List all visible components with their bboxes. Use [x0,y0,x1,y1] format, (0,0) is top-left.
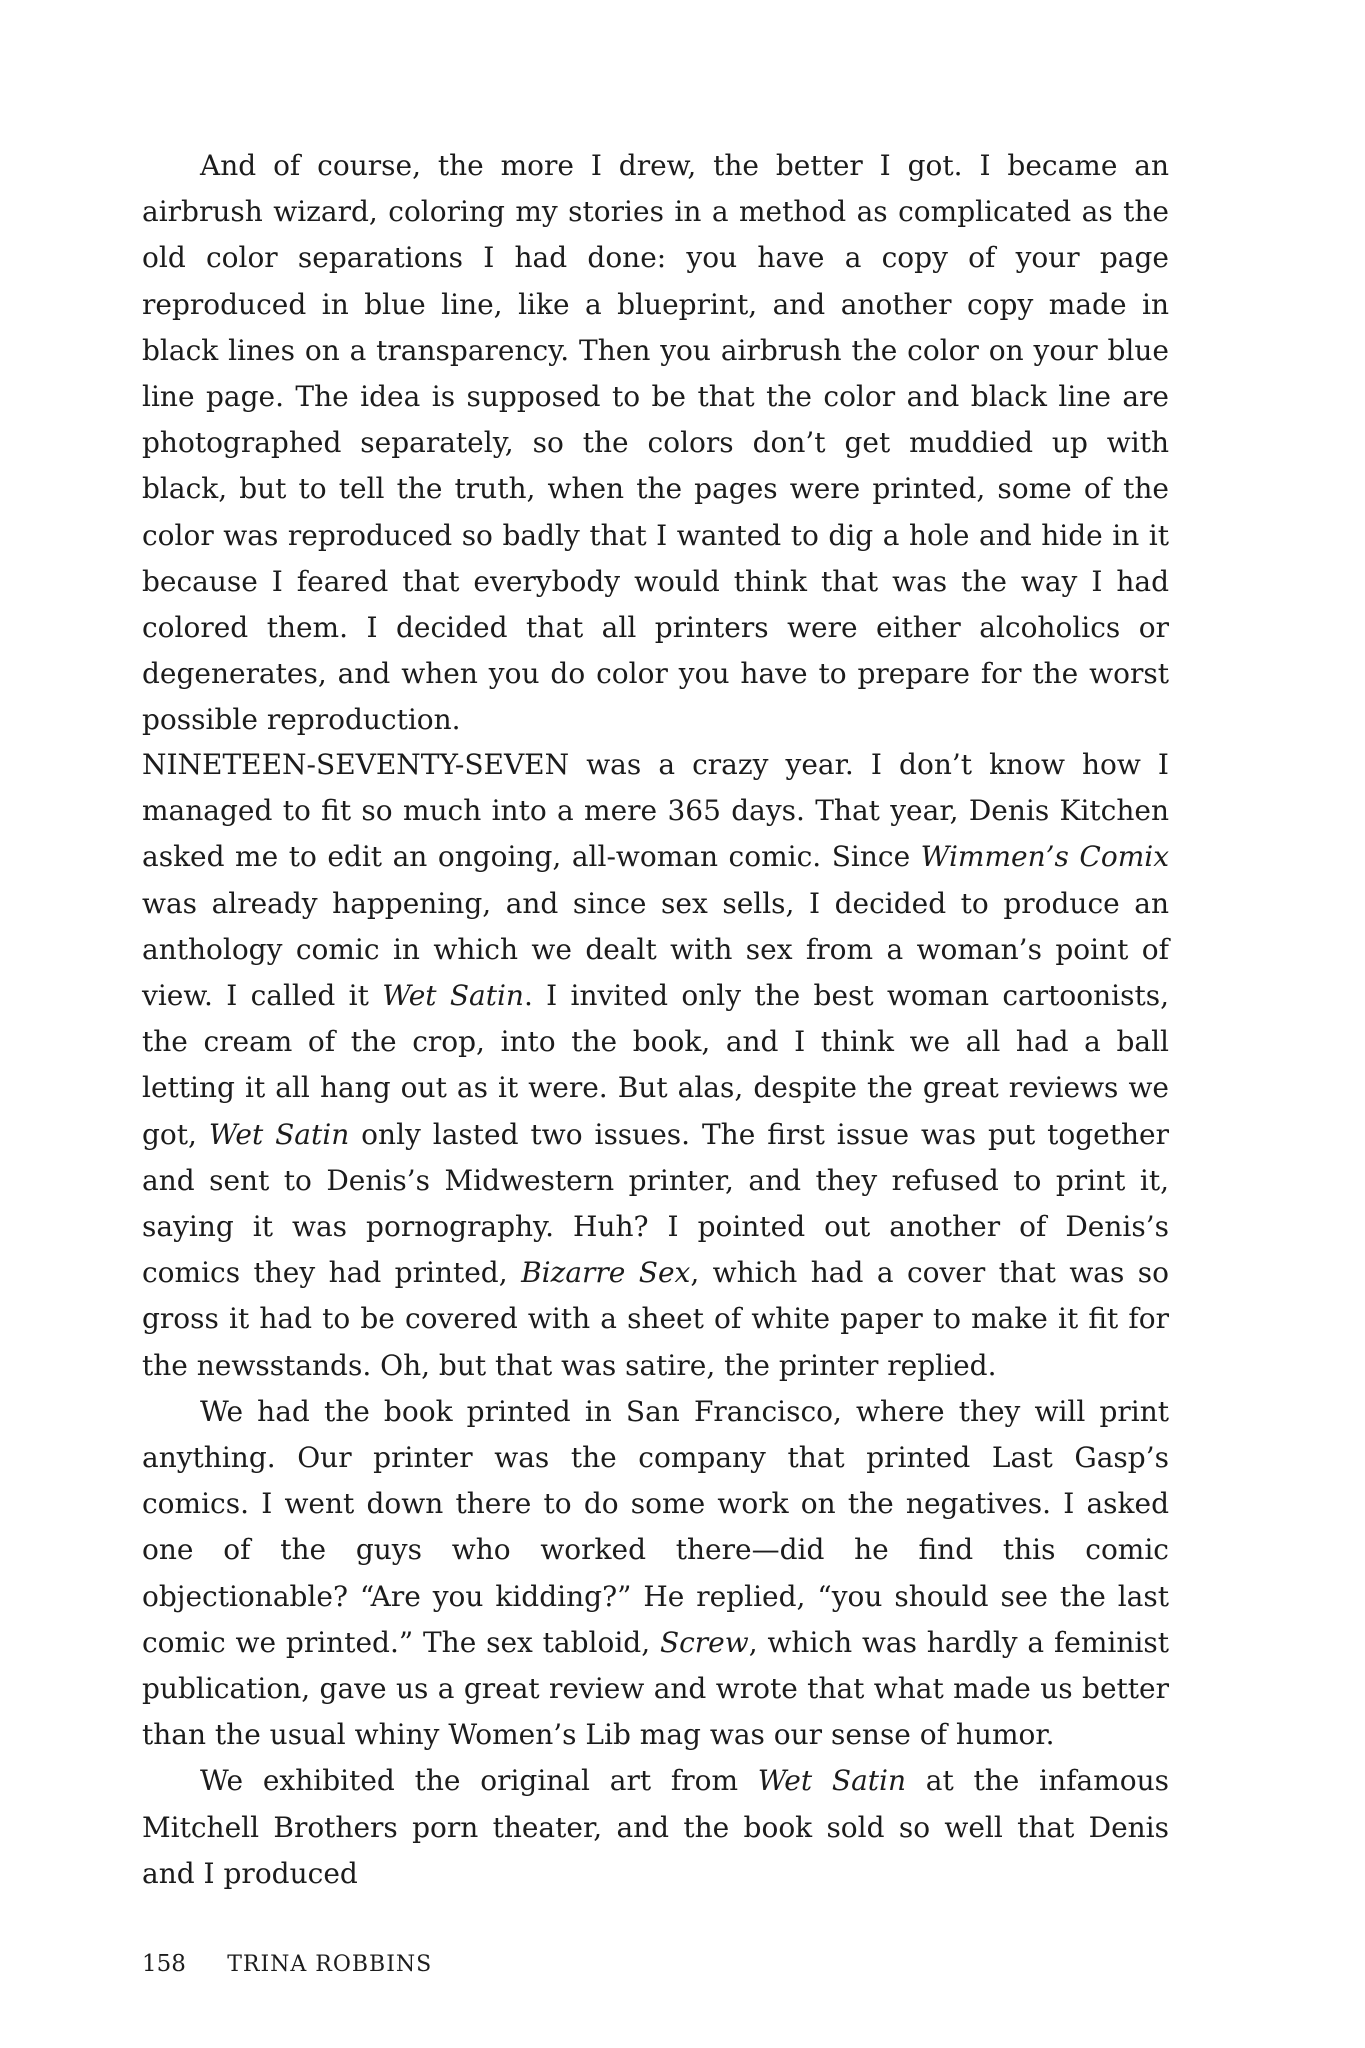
italic-title: Bizarre Sex [521,1256,691,1290]
text-run: at the infamous Mitchell Brothers porn theater, and the book sold so well that Denis and I produced [142,1764,1169,1890]
italic-title: Wet Satin [382,979,524,1013]
italic-title: Screw [659,1625,749,1659]
paragraph [142,143,1169,744]
text-run: was already happening, and since sex sells, I decided to produce an anthology comic in which we dealt with sex from a woman’s point of view. I called it [142,886,1169,1013]
paragraph [142,742,1169,1389]
text-run: NINETEEN-SEVENTY-SEVEN was a crazy year. I don’t know how I managed to fit so much into a mere 365 days. That year, Denis Kitchen asked me to edit an ongoing, all-woman comic. Since [142,748,1169,874]
page-number: 158 [142,1951,186,1977]
text-run: only lasted two issues. The first issue was put together and sent to Denis’s Midwestern printer, and they refused to print it, saying it was pornography. Huh? I pointed out another of Denis’s comics they had printed, [142,1117,1169,1290]
text-run: And of course, the more I drew, the better I got. I became an airbrush wizard, coloring my stories in a method as complicated as the old color separations I had done: you have a copy of your page reproduced in blue line, like a blueprint, and another copy made in black lines on a transparency. Then you airbrush the color on your blue line page. The idea is supposed to be that the color and black line are photographed separately, so the colors don’t get muddied up with black, but to tell the truth, when the pages were printed, some of the color was reproduced so badly that I wanted to dig a hole and hide in it because I feared that everybody would think that was the way I had colored them. I decided that all printers were either alcoholics or degenerates, and when you do color you have to prepare for the worst possible reproduction. [142,149,1169,737]
text-run: . I invited only the best woman cartoonists, the cream of the crop, into the book, and I think we all had a ball letting it all hang out as it were. But alas, despite the great reviews we got, [142,979,1169,1151]
paragraph [142,1389,1169,1759]
italic-title: Wet Satin [757,1764,907,1798]
italic-title: Wet Satin [208,1117,350,1151]
page-footer [142,1949,432,1980]
text-run: , which was hardly a feminist publication, gave us a great review and wrote that what made us better than the usual whiny Women’s Lib mag was our sense of humor. [142,1625,1169,1752]
paragraph [142,1758,1169,1897]
text-section-wet-satin [142,742,1169,1897]
text-run: , which had a cover that was so gross it had to be covered with a sheet of white paper to make it fit for the newsstands. Oh, but that was satire, the printer replied. [142,1256,1170,1382]
text-section-airbrush [142,143,1169,744]
text-run: We had the book printed in San Francisco, where they will print anything. Our printer was the company that printed Last Gasp’s comics. I went down there to do some work on the negatives. I asked one of the guys who worked there—did he find this comic objectionable? “Are you kidding?” He replied, “you should see the last comic we printed.” The sex tabloid, [142,1394,1169,1659]
text-run: We exhibited the original art from [200,1764,758,1798]
running-head-author: TRINA ROBBINS [227,1952,433,1977]
italic-title: Wimmen’s Comix [920,840,1169,874]
